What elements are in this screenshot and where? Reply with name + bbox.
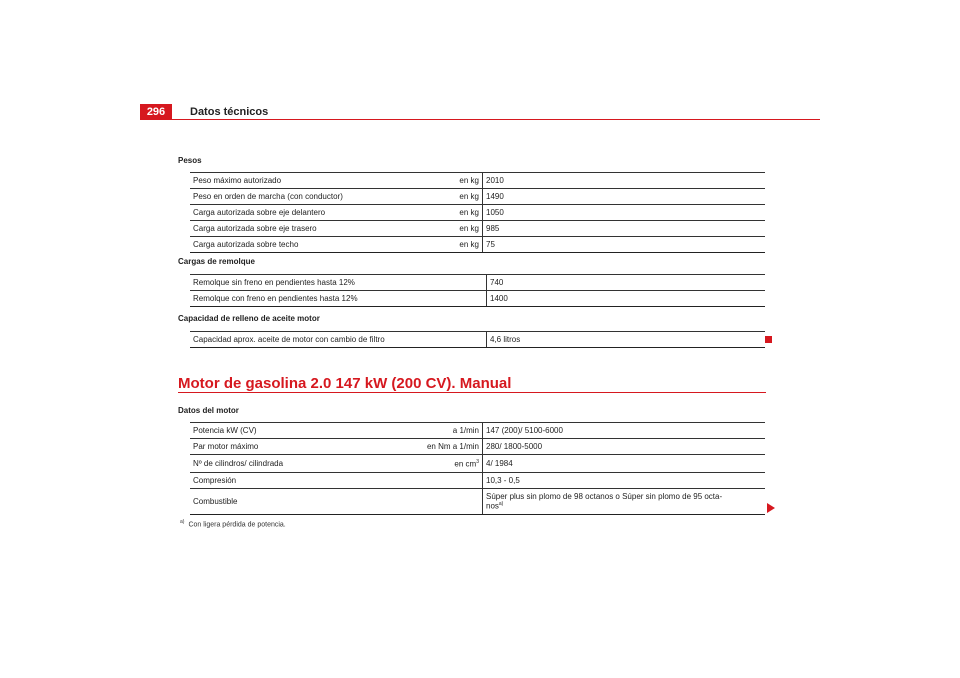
motor-table	[190, 422, 765, 515]
row-unit: en kg	[406, 221, 483, 237]
row-value: 2010	[483, 173, 766, 189]
footnote-text: Con ligera pérdida de potencia.	[188, 521, 286, 529]
table-row	[190, 275, 765, 291]
row-value: 1490	[483, 189, 766, 205]
row-unit: en kg	[406, 237, 483, 253]
row-value: 1050	[483, 205, 766, 221]
main-section-title: Motor de gasolina 2.0 147 kW (200 CV). Manual	[178, 375, 512, 392]
row-label: Par motor máximo	[190, 439, 406, 455]
row-label: Combustible	[190, 489, 406, 515]
row-label: Capacidad aprox. aceite de motor con cambio de filtro	[190, 332, 487, 348]
row-value-continued: nos	[486, 501, 499, 511]
row-label: Compresión	[190, 473, 406, 489]
row-unit-cell	[406, 455, 483, 473]
row-value: 280/ 1800-5000	[483, 439, 766, 455]
aceite-table	[190, 331, 765, 348]
row-value: 1400	[487, 291, 766, 307]
row-unit: en cm	[454, 459, 477, 469]
row-label: Carga autorizada sobre eje delantero	[190, 205, 406, 221]
table-row	[190, 221, 765, 237]
section-heading-pesos: Pesos	[178, 156, 202, 165]
section-heading-remolque: Cargas de remolque	[178, 257, 255, 266]
row-unit: en kg	[406, 205, 483, 221]
header-rule	[140, 119, 820, 120]
table-row	[190, 455, 765, 473]
table-row	[190, 189, 765, 205]
row-unit: en kg	[406, 173, 483, 189]
row-label: Carga autorizada sobre techo	[190, 237, 406, 253]
table-row	[190, 423, 765, 439]
row-value: 4,6 litros	[487, 332, 766, 348]
row-label: Remolque sin freno en pendientes hasta 12%	[190, 275, 487, 291]
continue-arrow-icon	[767, 503, 775, 513]
row-value-cell	[483, 489, 766, 515]
row-label: Peso máximo autorizado	[190, 173, 406, 189]
unit-superscript: 3	[476, 458, 479, 465]
row-label: Peso en orden de marcha (con conductor)	[190, 189, 406, 205]
row-label: Remolque con freno en pendientes hasta 12%	[190, 291, 487, 307]
page-header-title: Datos técnicos	[190, 106, 269, 118]
row-unit: a 1/min	[406, 423, 483, 439]
section-heading-motor: Datos del motor	[178, 406, 239, 415]
row-unit: en kg	[406, 189, 483, 205]
row-label: Nº de cilindros/ cilindrada	[190, 455, 406, 473]
pesos-table	[190, 172, 765, 253]
table-row	[190, 237, 765, 253]
main-title-rule	[178, 392, 766, 393]
table-row	[190, 291, 765, 307]
footnote-ref: a)	[498, 501, 504, 508]
row-unit: en Nm a 1/min	[406, 439, 483, 455]
footnote	[180, 519, 286, 528]
row-value: 75	[483, 237, 766, 253]
section-end-marker	[765, 336, 772, 343]
page-number: 296	[140, 104, 172, 120]
remolque-table	[190, 274, 765, 307]
row-label: Potencia kW (CV)	[190, 423, 406, 439]
table-row	[190, 205, 765, 221]
row-value: 740	[487, 275, 766, 291]
row-value: 147 (200)/ 5100-6000	[483, 423, 766, 439]
row-value: Súper plus sin plomo de 98 octanos o Súper sin plomo de 95 octa-	[486, 492, 723, 502]
row-label: Carga autorizada sobre eje trasero	[190, 221, 406, 237]
row-value: 10,3 - 0,5	[483, 473, 766, 489]
row-value: 4/ 1984	[483, 455, 766, 473]
row-unit	[406, 473, 483, 489]
row-unit	[406, 489, 483, 515]
table-row	[190, 473, 765, 489]
row-value: 985	[483, 221, 766, 237]
section-heading-aceite: Capacidad de relleno de aceite motor	[178, 314, 320, 323]
table-row	[190, 489, 765, 515]
table-row	[190, 173, 765, 189]
table-row	[190, 439, 765, 455]
table-row	[190, 332, 765, 348]
footnote-marker: a)	[180, 519, 185, 525]
